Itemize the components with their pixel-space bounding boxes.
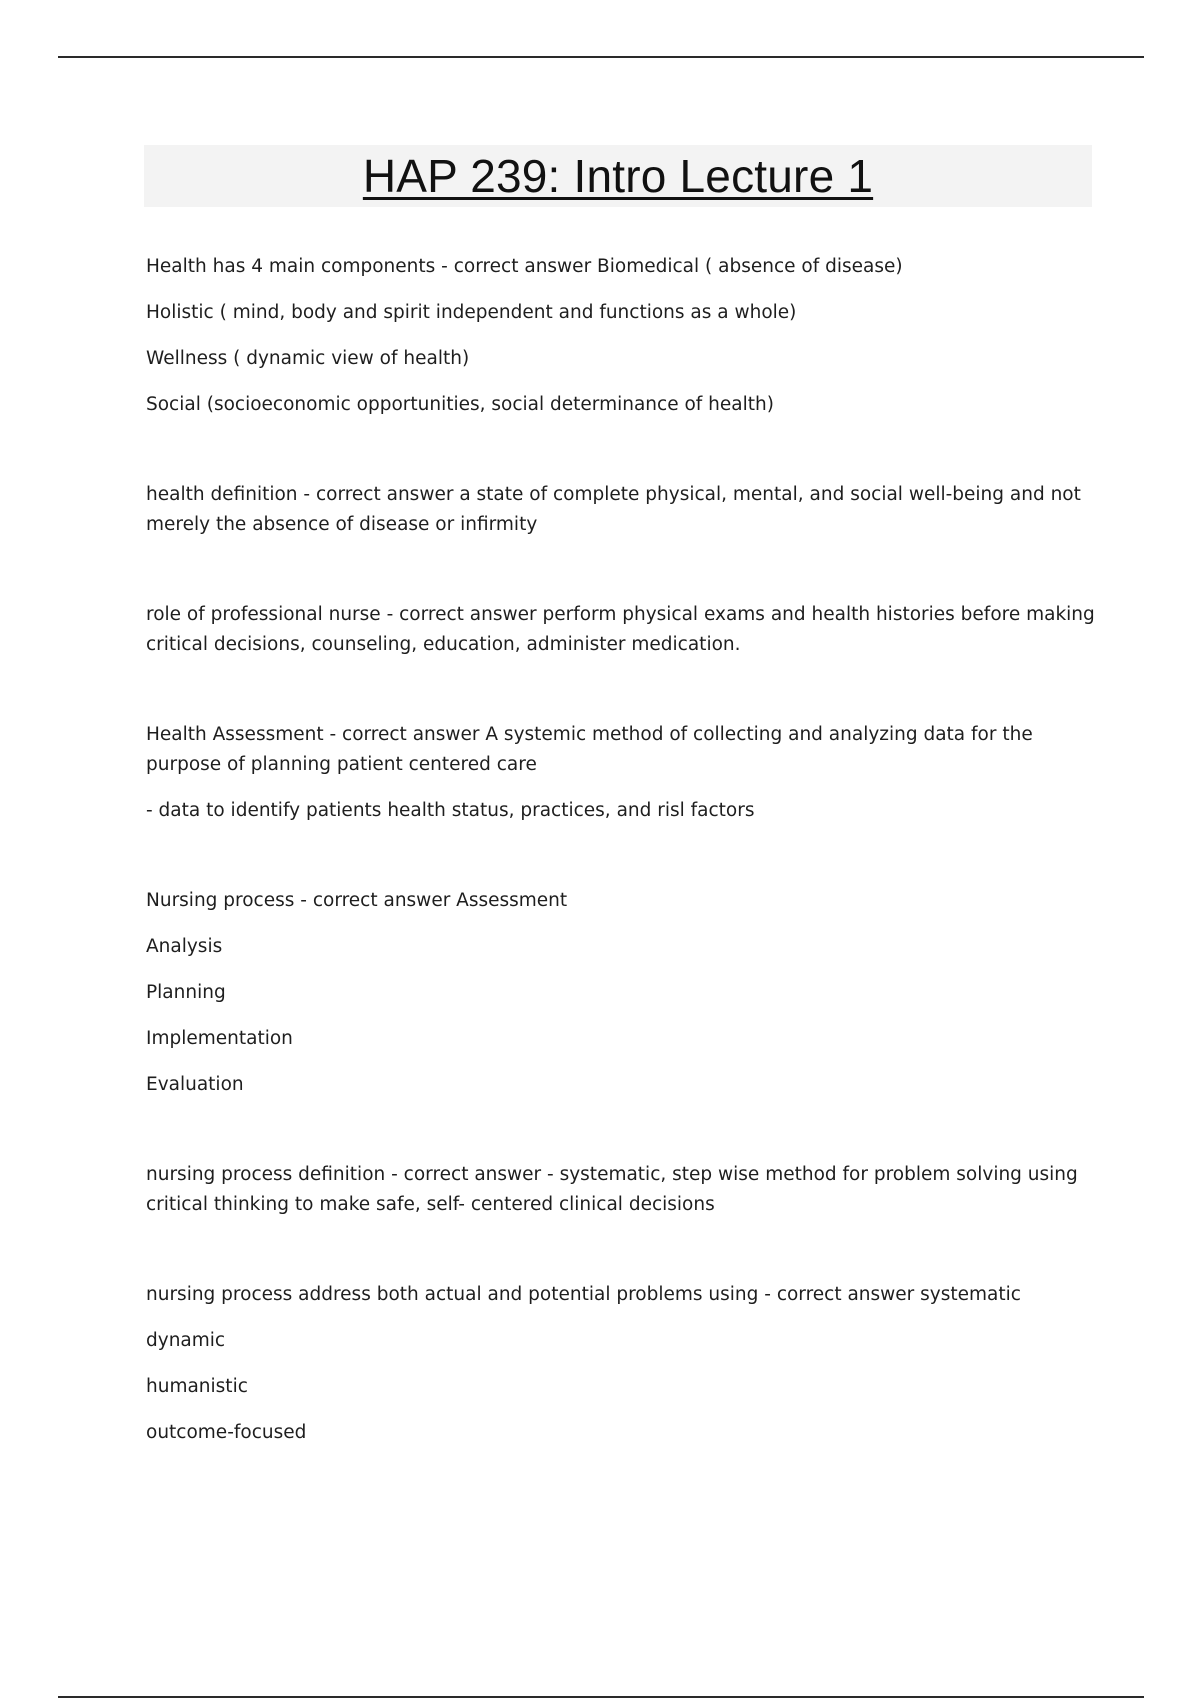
text-line: humanistic [146,1376,248,1397]
text-line: Health Assessment - correct answer A systemic method of collecting and analyzing data for the purpose of planning patient centered care [146,724,1033,775]
text-line: Holistic ( mind, body and spirit independent and functions as a whole) [146,302,797,323]
block-health-assessment [146,720,1096,826]
block-health-definition [146,480,1096,540]
text-line: nursing process address both actual and potential problems using - correct answer systematic [146,1284,1021,1305]
text-line: outcome-focused [146,1422,307,1443]
text-line: Evaluation [146,1074,244,1095]
text-line: Planning [146,982,226,1003]
text-line: dynamic [146,1330,226,1351]
block-nursing-process [146,886,1096,1100]
block-nursing-process-definition [146,1160,1096,1220]
top-rule [58,56,1144,58]
document-body [146,252,1096,1508]
text-line: - data to identify patients health status, practices, and risl factors [146,800,755,821]
block-health-components [146,252,1096,420]
text-line: health definition - correct answer a state of complete physical, mental, and social well-being and not merely the absence of disease or infirmity [146,484,1081,535]
text-line: Nursing process - correct answer Assessment [146,890,568,911]
page-title: HAP 239: Intro Lecture 1 [362,150,874,202]
text-line: Implementation [146,1028,293,1049]
block-role-of-nurse [146,600,1096,660]
text-line: nursing process definition - correct answer - systematic, step wise method for problem solving using critical thinking to make safe, self- centered clinical decisions [146,1164,1078,1215]
text-line: Health has 4 main components - correct answer Biomedical ( absence of disease) [146,256,903,277]
text-line: role of professional nurse - correct answer perform physical exams and health histories before making critical decisions, counseling, education, administer medication. [146,604,1095,655]
text-line: Social (socioeconomic opportunities, social determinance of health) [146,394,774,415]
title-band [144,145,1092,207]
text-line: Analysis [146,936,223,957]
bottom-rule [58,1696,1144,1698]
block-nursing-process-characteristics [146,1280,1096,1448]
text-line: Wellness ( dynamic view of health) [146,348,470,369]
